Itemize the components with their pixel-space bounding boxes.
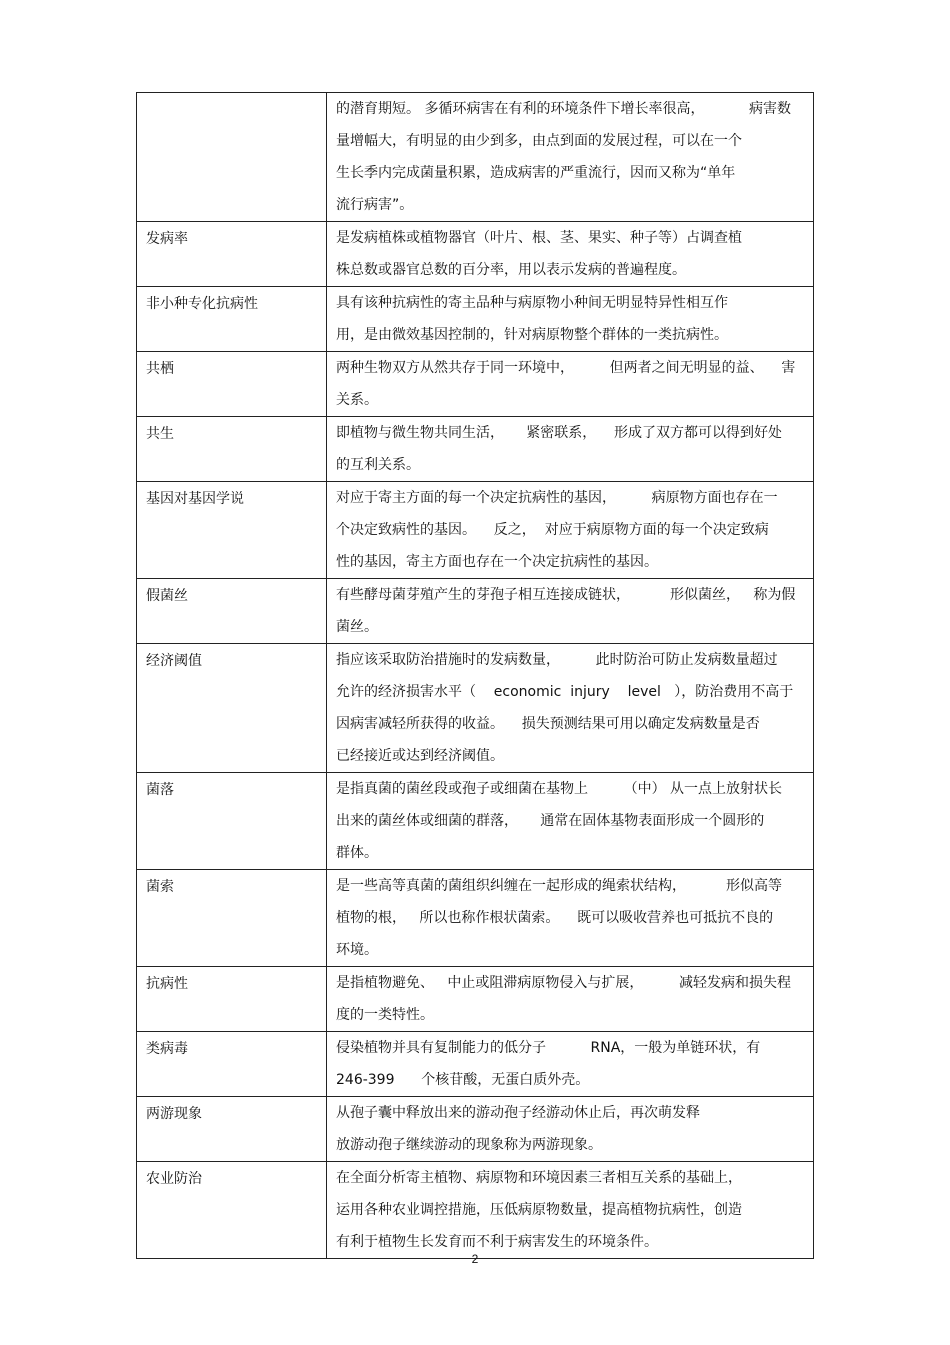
table-row bbox=[137, 1162, 814, 1259]
definition-cell bbox=[327, 1097, 814, 1162]
term-cell: 类病毒 bbox=[137, 1032, 327, 1097]
definition-cell bbox=[327, 417, 814, 482]
definition-line: 两种生物双方从然共存于同一环境中， 但两者之间无明显的益、 害 bbox=[336, 360, 796, 376]
definition-line: 246-399 个核苷酸，无蛋白质外壳。 bbox=[336, 1072, 590, 1088]
definition-line: 度的一类特性。 bbox=[336, 1007, 434, 1023]
definition-cell bbox=[327, 579, 814, 644]
definition-cell bbox=[327, 1032, 814, 1097]
definition-cell bbox=[327, 644, 814, 773]
definition-line: 指应该采取防治措施时的发病数量， 此时防治可防止发病数量超过 bbox=[336, 652, 778, 668]
definition-line: 性的基因，寄主方面也存在一个决定抗病性的基因。 bbox=[336, 554, 658, 570]
table-row bbox=[137, 222, 814, 287]
term-cell: 菌落 bbox=[137, 773, 327, 870]
definition-line: 菌丝。 bbox=[336, 619, 378, 635]
table-row bbox=[137, 287, 814, 352]
definition-cell bbox=[327, 1162, 814, 1259]
definition-line: 是发病植株或植物器官（叶片、根、茎、果实、种子等）占调查植 bbox=[336, 230, 742, 246]
table-row bbox=[137, 482, 814, 579]
definition-cell bbox=[327, 773, 814, 870]
table-row bbox=[137, 773, 814, 870]
glossary-table bbox=[136, 92, 814, 1259]
term-cell: 经济阈值 bbox=[137, 644, 327, 773]
definition-cell bbox=[327, 870, 814, 967]
definition-line: 允许的经济损害水平（ economic injury level ），防治费用不高于 bbox=[336, 684, 794, 700]
definition-line: 即植物与微生物共同生活， 紧密联系， 形成了双方都可以得到好处 bbox=[336, 425, 783, 441]
term-cell: 假菌丝 bbox=[137, 579, 327, 644]
definition-line: 放游动孢子继续游动的现象称为两游现象。 bbox=[336, 1137, 602, 1153]
definition-line: 是一些高等真菌的菌组织纠缠在一起形成的绳索状结构， 形似高等 bbox=[336, 878, 783, 894]
definition-line: 生长季内完成菌量积累，造成病害的严重流行，因而又称为“单年 bbox=[336, 165, 736, 181]
definition-line: 有些酵母菌芽殖产生的芽孢子相互连接成链状， 形似菌丝， 称为假 bbox=[336, 587, 796, 603]
table-row bbox=[137, 644, 814, 773]
term-cell: 发病率 bbox=[137, 222, 327, 287]
table-row bbox=[137, 870, 814, 967]
term-cell: 菌索 bbox=[137, 870, 327, 967]
definition-line: 侵染植物并具有复制能力的低分子 RNA，一般为单链环状，有 bbox=[336, 1040, 761, 1056]
definition-line: 个决定致病性的基因。 反之， 对应于病原物方面的每一个决定致病 bbox=[336, 522, 769, 538]
page-number: 2 bbox=[471, 1252, 479, 1266]
table-row bbox=[137, 579, 814, 644]
table-row bbox=[137, 352, 814, 417]
definition-line: 的潜育期短。 多循环病害在有利的环境条件下增长率很高， 病害数 bbox=[336, 101, 791, 117]
definition-cell bbox=[327, 93, 814, 222]
definition-line: 已经接近或达到经济阈值。 bbox=[336, 748, 504, 764]
definition-line: 关系。 bbox=[336, 392, 378, 408]
definition-line: 量增幅大，有明显的由少到多，由点到面的发展过程，可以在一个 bbox=[336, 133, 742, 149]
definition-line: 用，是由微效基因控制的，针对病原物整个群体的一类抗病性。 bbox=[336, 327, 728, 343]
table-row bbox=[137, 967, 814, 1032]
term-cell: 共生 bbox=[137, 417, 327, 482]
definition-line: 流行病害”。 bbox=[336, 197, 414, 213]
term-cell: 共栖 bbox=[137, 352, 327, 417]
definition-line: 对应于寄主方面的每一个决定抗病性的基因， 病原物方面也存在一 bbox=[336, 490, 778, 506]
definition-line: 在全面分析寄主植物、病原物和环境因素三者相互关系的基础上， bbox=[336, 1170, 742, 1186]
definition-line: 运用各种农业调控措施，压低病原物数量，提高植物抗病性，创造 bbox=[336, 1202, 742, 1218]
definition-line: 因病害减轻所获得的收益。 损失预测结果可用以确定发病数量是否 bbox=[336, 716, 760, 732]
definition-line: 是指真菌的菌丝段或孢子或细菌在基物上 （中） 从一点上放射状长 bbox=[336, 781, 783, 797]
term-cell: 两游现象 bbox=[137, 1097, 327, 1162]
definition-line: 的互利关系。 bbox=[336, 457, 420, 473]
definition-line: 株总数或器官总数的百分率，用以表示发病的普遍程度。 bbox=[336, 262, 686, 278]
definition-cell bbox=[327, 967, 814, 1032]
table-row bbox=[137, 93, 814, 222]
definition-cell bbox=[327, 352, 814, 417]
term-cell: 抗病性 bbox=[137, 967, 327, 1032]
definition-line: 从孢子囊中释放出来的游动孢子经游动休止后，再次萌发释 bbox=[336, 1105, 700, 1121]
definition-cell bbox=[327, 482, 814, 579]
definition-line: 有利于植物生长发育而不利于病害发生的环境条件。 bbox=[336, 1234, 658, 1250]
table-row bbox=[137, 1032, 814, 1097]
term-cell: 基因对基因学说 bbox=[137, 482, 327, 579]
definition-line: 环境。 bbox=[336, 942, 378, 958]
definition-cell bbox=[327, 222, 814, 287]
definition-line: 植物的根， 所以也称作根状菌索。 既可以吸收营养也可抵抗不良的 bbox=[336, 910, 774, 926]
term-cell bbox=[137, 93, 327, 222]
definition-line: 出来的菌丝体或细菌的群落， 通常在固体基物表面形成一个圆形的 bbox=[336, 813, 765, 829]
table-row bbox=[137, 1097, 814, 1162]
definition-cell bbox=[327, 287, 814, 352]
definition-line: 群体。 bbox=[336, 845, 378, 861]
term-cell: 非小种专化抗病性 bbox=[137, 287, 327, 352]
term-cell: 农业防治 bbox=[137, 1162, 327, 1259]
definition-line: 具有该种抗病性的寄主品种与病原物小种间无明显特异性相互作 bbox=[336, 295, 728, 311]
table-row bbox=[137, 417, 814, 482]
definition-line: 是指植物避免、 中止或阻滞病原物侵入与扩展， 减轻发病和损失程 bbox=[336, 975, 791, 991]
